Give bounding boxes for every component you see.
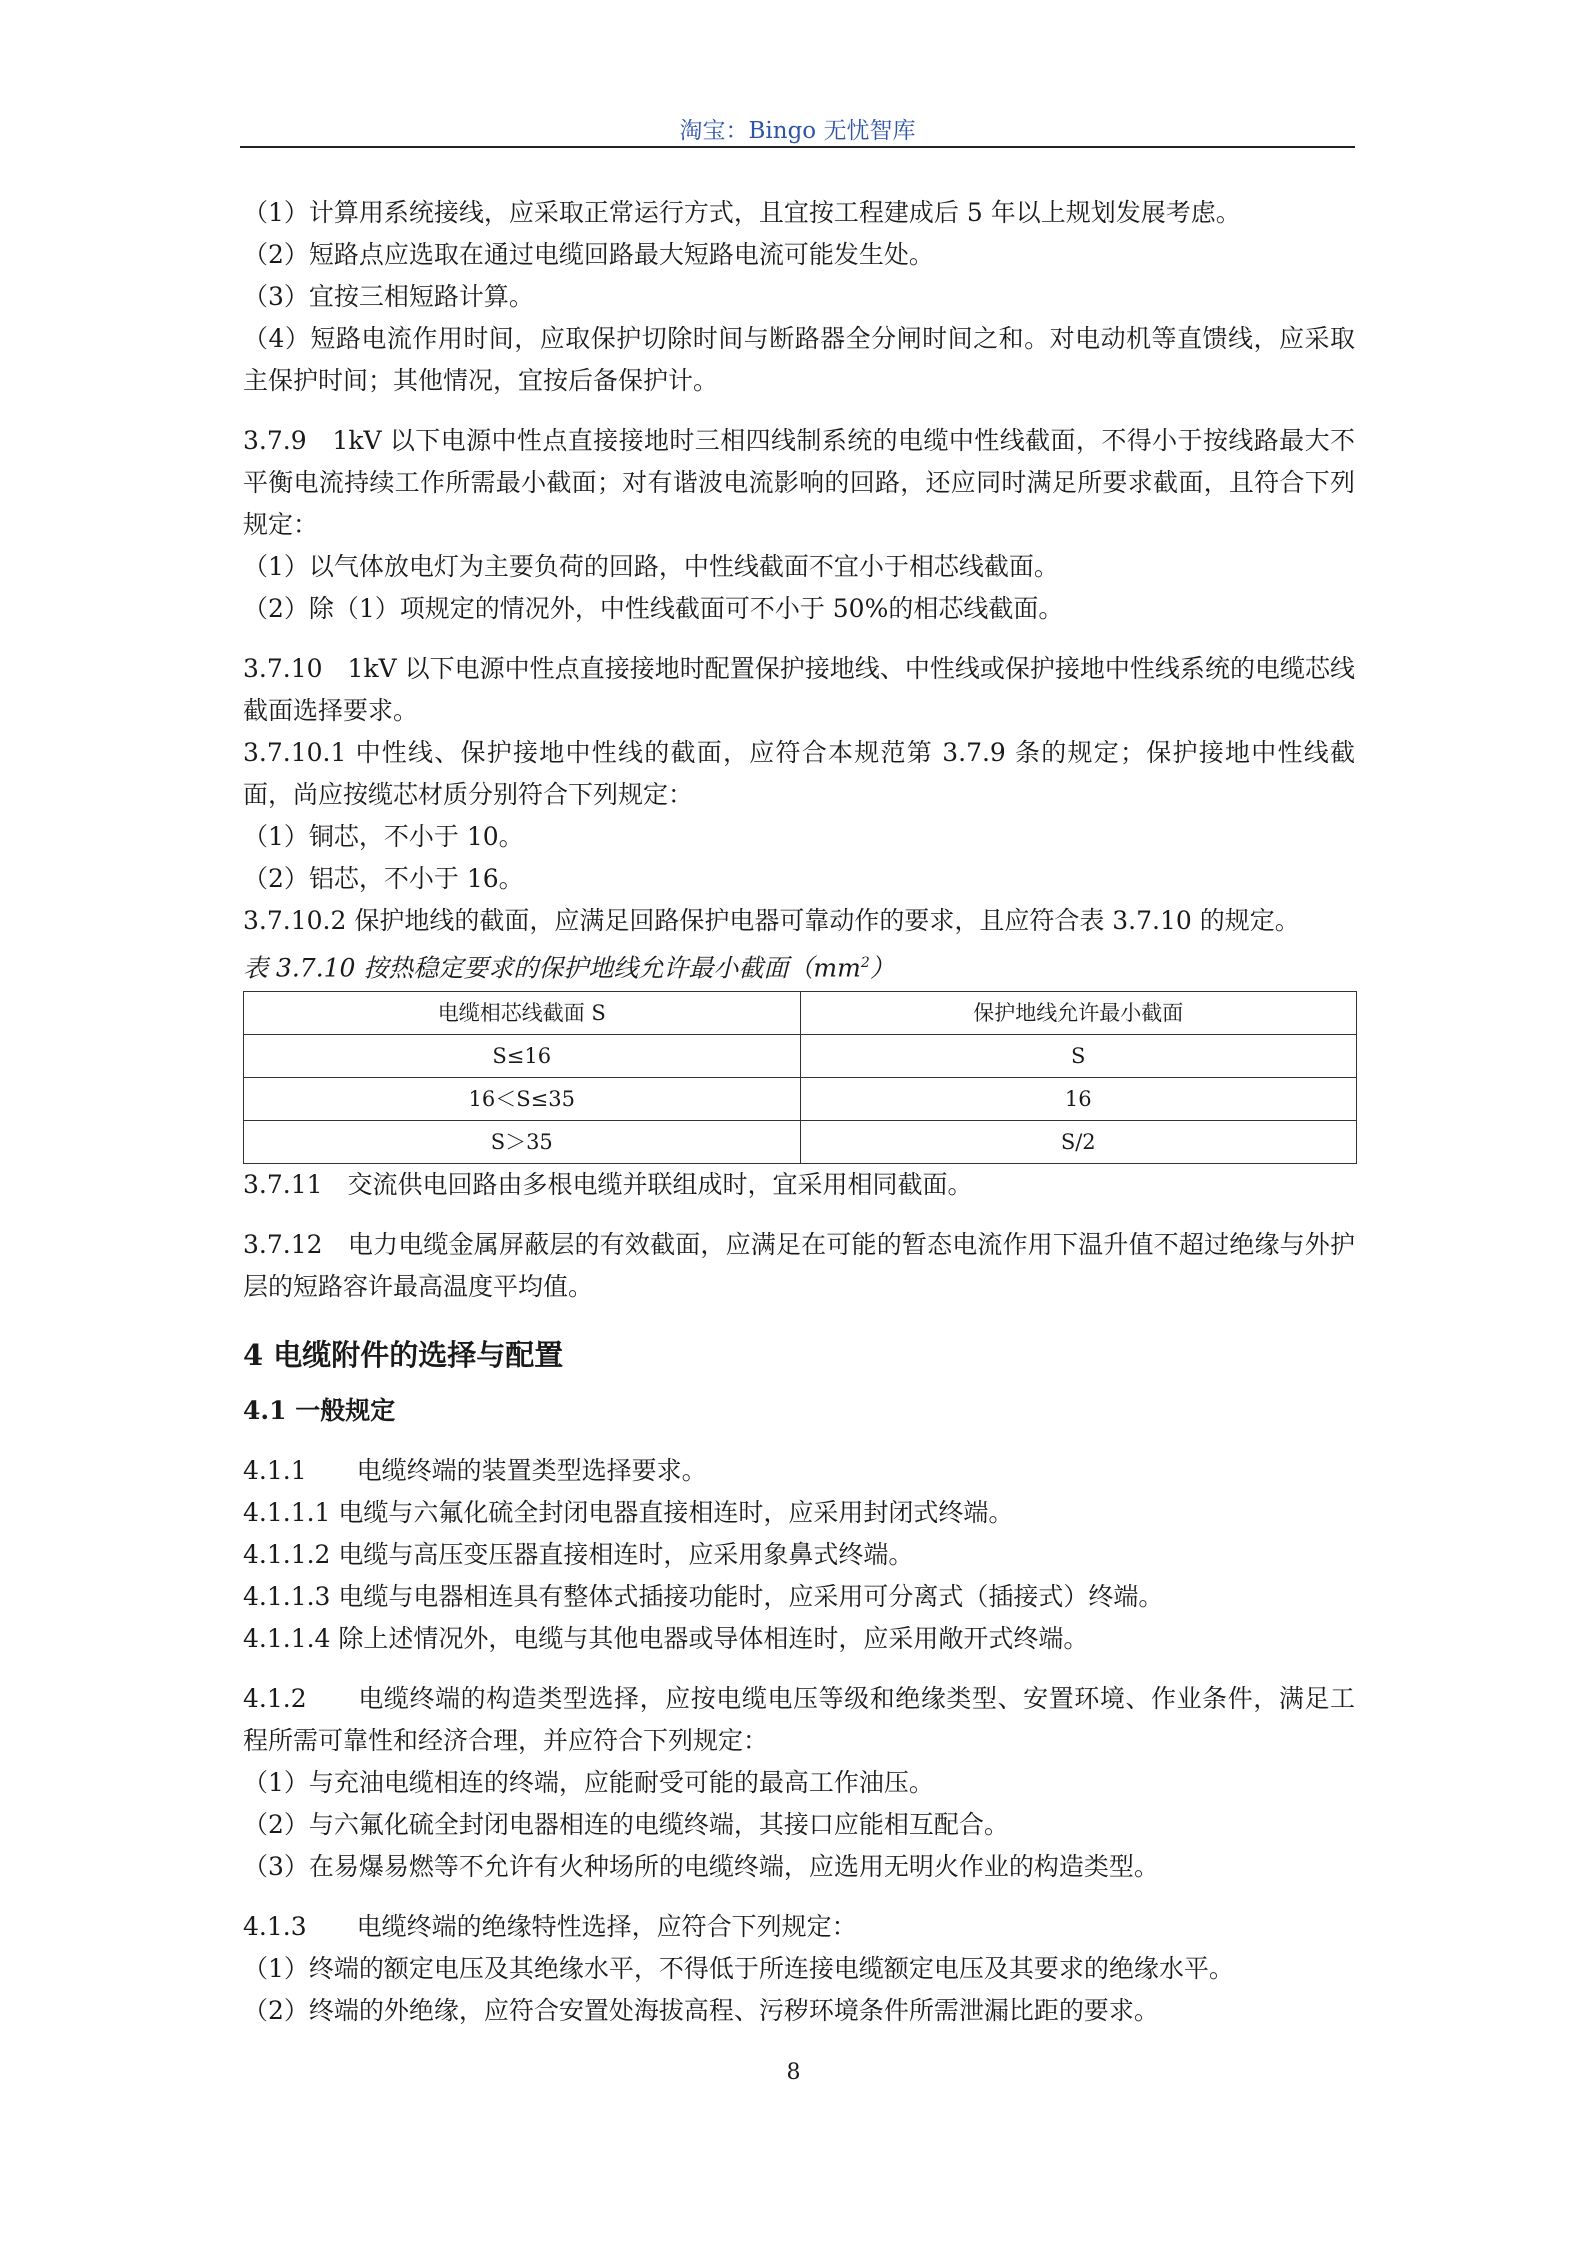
table-header-cell: 保护地线允许最小截面 <box>800 992 1357 1035</box>
table-header-row <box>244 992 1357 1035</box>
table-caption-superscript: 2 <box>860 955 870 971</box>
table-header-cell: 电缆相芯线截面 S <box>244 992 801 1035</box>
list-item: （2）除（1）项规定的情况外，中性线截面可不小于 50%的相芯线截面。 <box>243 594 1064 623</box>
clause-4-1-3: 4.1.3 电缆终端的绝缘特性选择，应符合下列规定： <box>243 1912 857 1942</box>
clause-4-1-1: 4.1.1 电缆终端的装置类型选择要求。 <box>243 1456 707 1486</box>
clause-3-7-10: 3.7.10 1kV 以下电源中性点直接接地时配置保护接地线、中性线或保护接地中性线系统的电缆芯线截面选择要求。 <box>243 654 1355 725</box>
list-item: 4.1.1.3 电缆与电器相连具有整体式插接功能时，应采用可分离式（插接式）终端。 <box>243 1582 1164 1612</box>
clause-3-7-9: 3.7.9 1kV 以下电源中性点直接接地时三相四线制系统的电缆中性线截面，不得小于按线路最大不平衡电流持续工作所需最小截面；对有谐波电流影响的回路，还应同时满足所要求截面，且符合下列规定： <box>243 426 1355 539</box>
list-item: （1）与充油电缆相连的终端，应能耐受可能的最高工作油压。 <box>243 1768 934 1798</box>
paragraph: （2）短路点应选取在通过电缆回路最大短路电流可能发生处。 <box>243 240 934 269</box>
clause-4-1-2: 4.1.2 电缆终端的构造类型选择，应按电缆电压等级和绝缘类型、安置环境、作业条件，满足工程所需可靠性和经济合理，并应符合下列规定： <box>243 1684 1355 1756</box>
protective-earth-table <box>243 991 1357 1164</box>
list-item: （1）铜芯，不小于 10。 <box>243 822 524 851</box>
table-cell: S/2 <box>800 1121 1357 1164</box>
table-cell: S≤16 <box>244 1035 801 1078</box>
clause-3-7-12: 3.7.12 电力电缆金属屏蔽层的有效截面，应满足在可能的暂态电流作用下温升值不超过绝缘与外护层的短路容许最高温度平均值。 <box>243 1230 1355 1302</box>
header-rule <box>240 146 1355 148</box>
paragraph: （3）宜按三相短路计算。 <box>243 282 534 311</box>
list-item: 4.1.1.1 电缆与六氟化硫全封闭电器直接相连时，应采用封闭式终端。 <box>243 1498 1014 1528</box>
paragraph: （1）计算用系统接线，应采取正常运行方式，且宜按工程建成后 5 年以上规划发展考虑。 <box>243 198 1241 227</box>
list-item: 4.1.1.2 电缆与高压变压器直接相连时，应采用象鼻式终端。 <box>243 1540 914 1570</box>
list-item: （3）在易爆易燃等不允许有火种场所的电缆终端，应选用无明火作业的构造类型。 <box>243 1852 1159 1882</box>
paragraph: （4）短路电流作用时间，应取保护切除时间与断路器全分闸时间之和。对电动机等直馈线，应采取主保护时间；其他情况，宜按后备保护计。 <box>243 324 1355 395</box>
list-item: （1）以气体放电灯为主要负荷的回路，中性线截面不宜小于相芯线截面。 <box>243 552 1059 581</box>
clause-3-7-10-2: 3.7.10.2 保护地线的截面，应满足回路保护电器可靠动作的要求，且应符合表 3.7.10 的规定。 <box>243 906 1300 935</box>
clause-3-7-11: 3.7.11 交流供电回路由多根电缆并联组成时，宜采用相同截面。 <box>243 1170 973 1200</box>
table-cell: 16＜S≤35 <box>244 1078 801 1121</box>
list-item: （2）铝芯，不小于 16。 <box>243 864 524 893</box>
table-caption-text: 表 3.7.10 按热稳定要求的保护地线允许最小截面（mm <box>243 953 861 983</box>
table-row <box>244 1035 1357 1078</box>
section-4-1-heading: 4.1 一般规定 <box>243 1396 396 1426</box>
clause-3-7-10-1: 3.7.10.1 中性线、保护接地中性线的截面，应符合本规范第 3.7.9 条的规定；保护接地中性线截面，尚应按缆芯材质分别符合下列规定： <box>243 738 1355 809</box>
list-item: （1）终端的额定电压及其绝缘水平，不得低于所连接电缆额定电压及其要求的绝缘水平。 <box>243 1954 1234 1984</box>
table-cell: S＞35 <box>244 1121 801 1164</box>
list-item: （2）与六氟化硫全封闭电器相连的电缆终端，其接口应能相互配合。 <box>243 1810 1009 1840</box>
table-cell: 16 <box>800 1078 1357 1121</box>
page-body <box>243 192 1355 2032</box>
page-header: 淘宝：Bingo 无忧智库 <box>679 118 916 144</box>
list-item: （2）终端的外绝缘，应符合安置处海拔高程、污秽环境条件所需泄漏比距的要求。 <box>243 1996 1159 2026</box>
table-caption-end: ） <box>869 953 895 983</box>
table-cell: S <box>800 1035 1357 1078</box>
table-row <box>244 1121 1357 1164</box>
section-4-heading: 4 电缆附件的选择与配置 <box>243 1338 564 1373</box>
page-number: 8 <box>786 2060 801 2085</box>
table-row <box>244 1078 1357 1121</box>
table-caption <box>243 942 1355 989</box>
list-item: 4.1.1.4 除上述情况外，电缆与其他电器或导体相连时，应采用敞开式终端。 <box>243 1624 1089 1654</box>
